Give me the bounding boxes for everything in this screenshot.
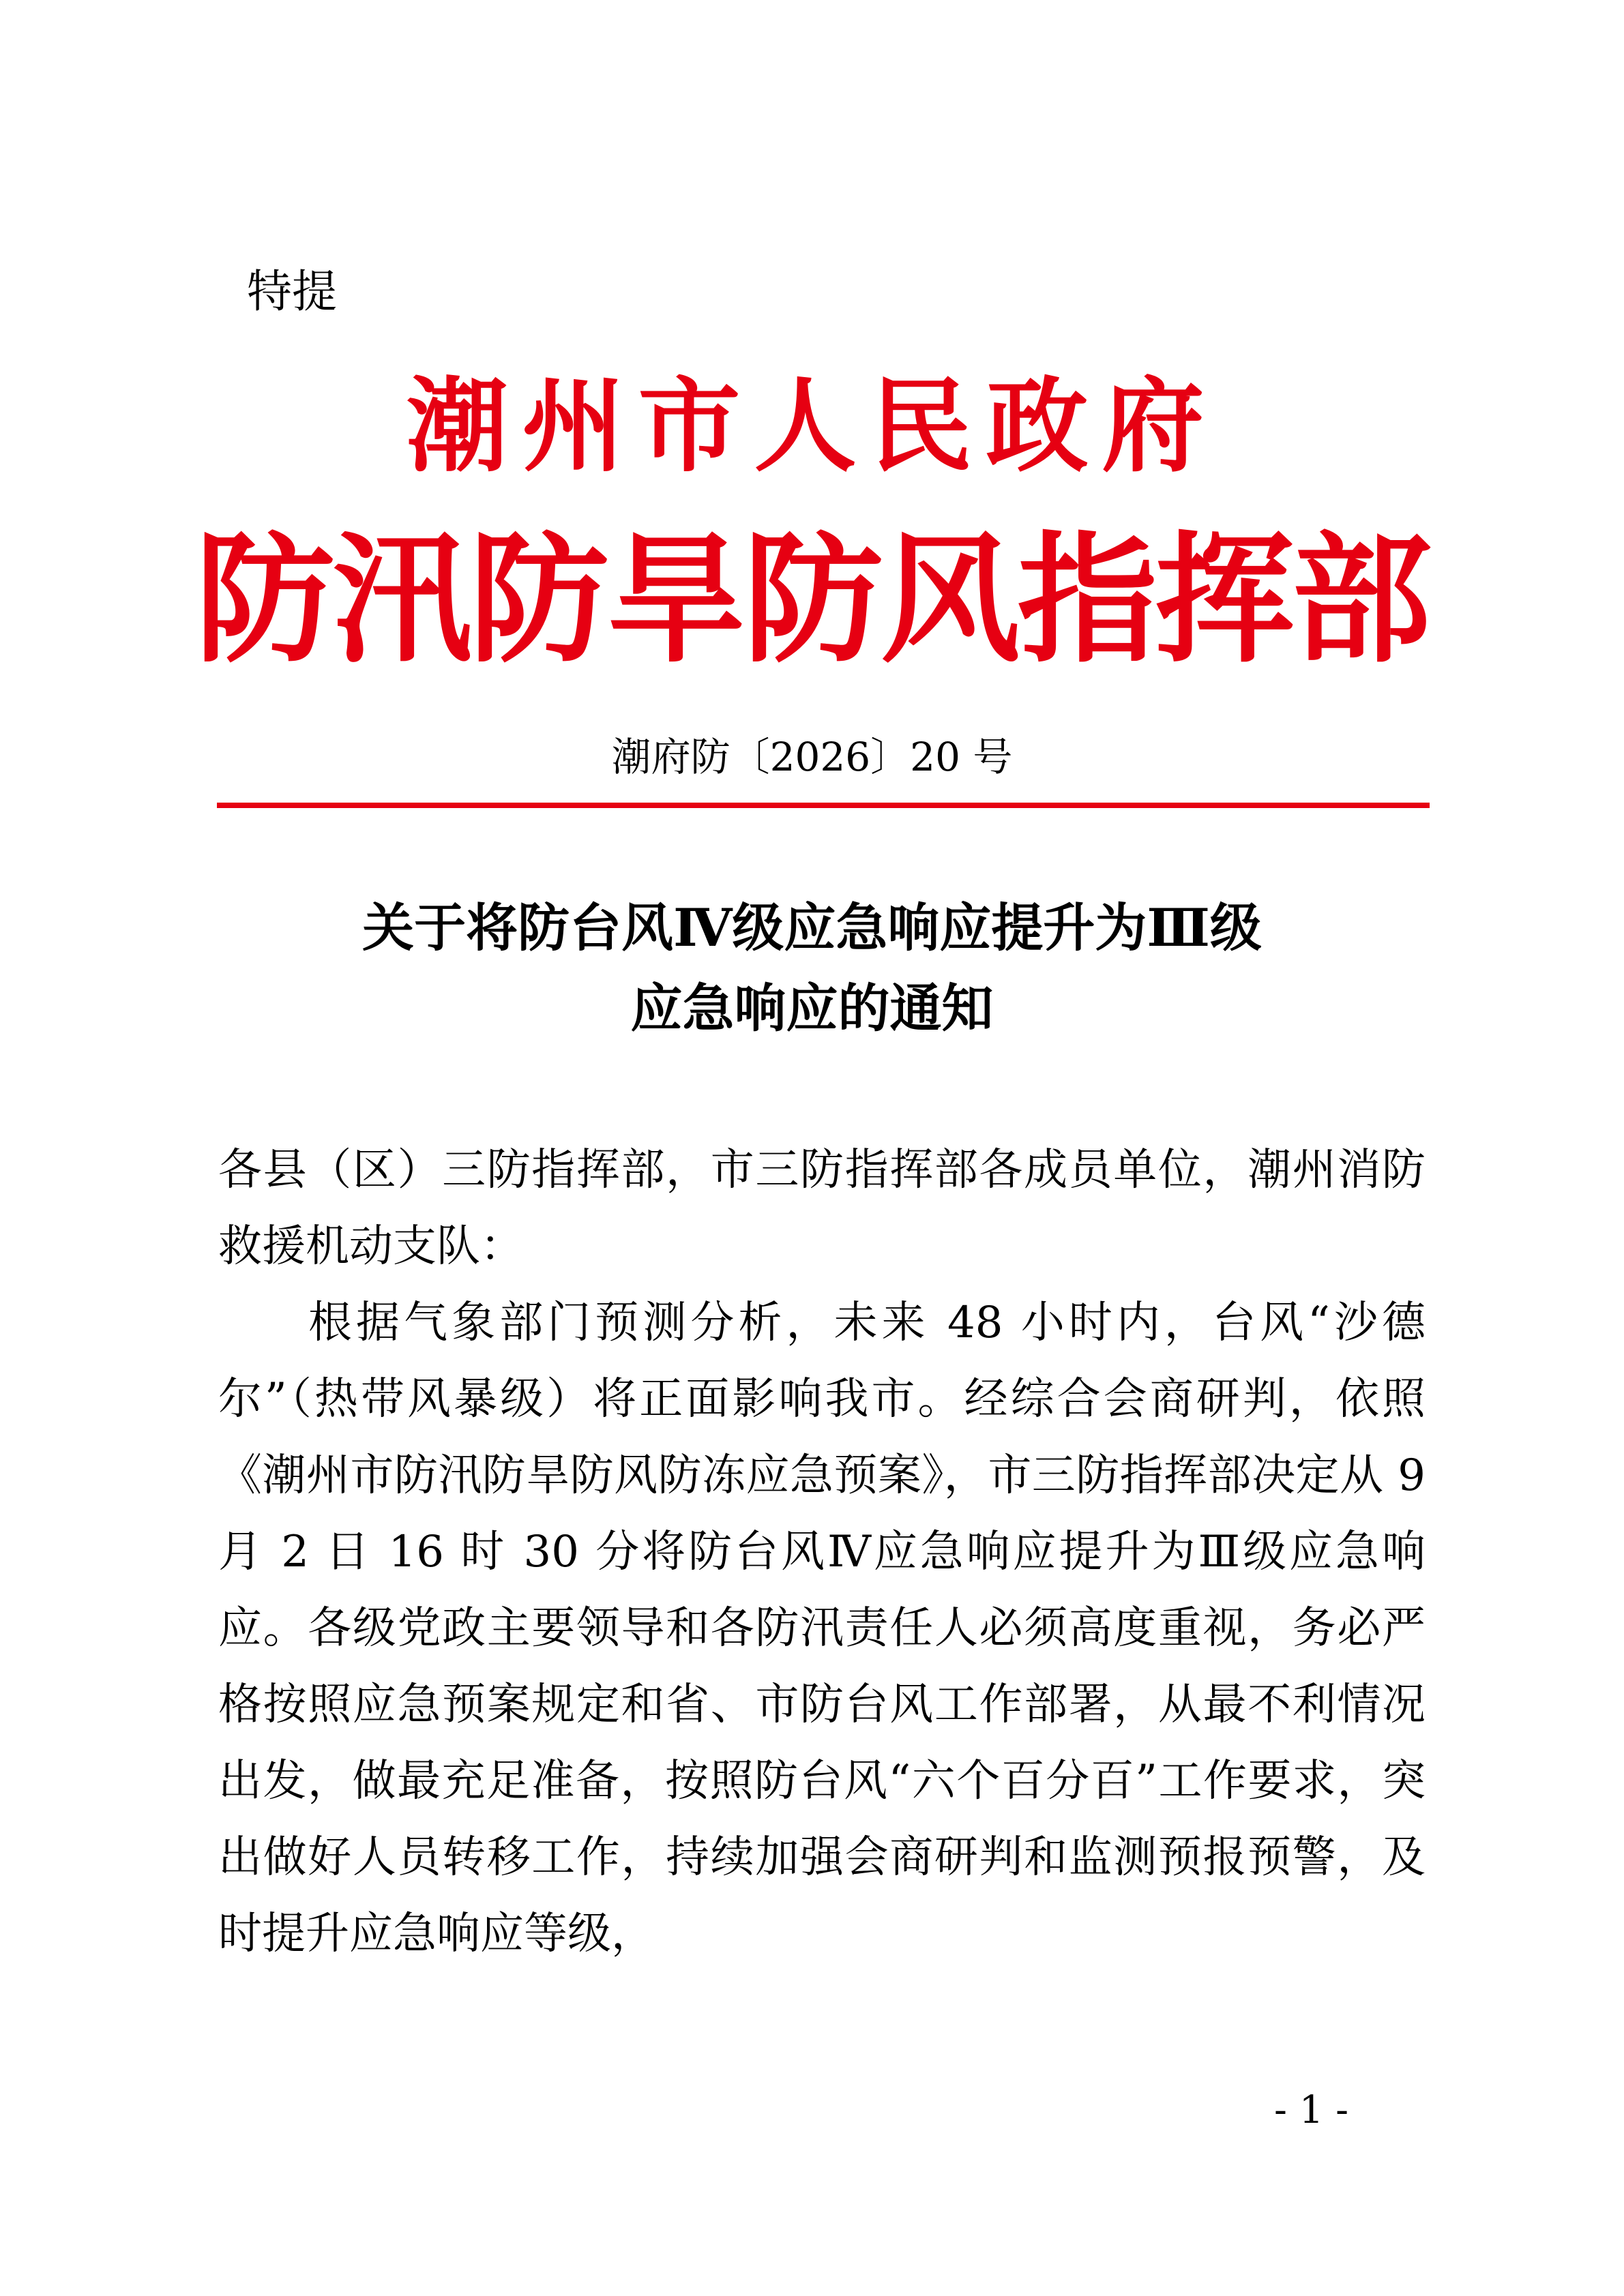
body-paragraph-1: 根据气象部门预测分析，未来 48 小时内，台风“沙德尔”（热带风暴级）将正面影响我市。经综合会商研判，依照《潮州市防汛防旱防风防冻应急预案》，市三防指挥部决定从 9 月 2 日 16 时 30 分将防台风Ⅳ应急响应提升为Ⅲ级应急响应。各级党政主要领导和各防汛责任人必须高度重视，务必严格按照应急预案规定和省、市防台风工作部署，从最不利情况出发，做最充足准备，按照防台风“六个百分百”工作要求，突出做好人员转移工作，持续加强会商研判和监测预报预警，及时提升应急响应等级， bbox=[218, 1298, 1426, 1959]
issuing-authority-line2: 防汛防旱防风指挥部 bbox=[195, 518, 1429, 682]
urgency-label: 特提 bbox=[247, 265, 337, 318]
red-divider-line bbox=[217, 803, 1430, 808]
document-body bbox=[218, 1132, 1426, 1972]
notice-title-line2: 应急响应的通知 bbox=[630, 978, 994, 1039]
issuing-authority-line1: 潮州市人民政府 bbox=[406, 366, 1218, 486]
notice-title-line1: 关于将防台风Ⅳ级应急响应提升为Ⅲ级 bbox=[362, 897, 1262, 958]
notice-title bbox=[0, 888, 1624, 1049]
document-number: 潮府防〔2026〕20 号 bbox=[611, 734, 1013, 780]
page-number: - 1 - bbox=[1274, 2088, 1349, 2132]
addressee-paragraph: 各县（区）三防指挥部，市三防指挥部各成员单位，潮州消防救援机动支队： bbox=[218, 1145, 1426, 1272]
